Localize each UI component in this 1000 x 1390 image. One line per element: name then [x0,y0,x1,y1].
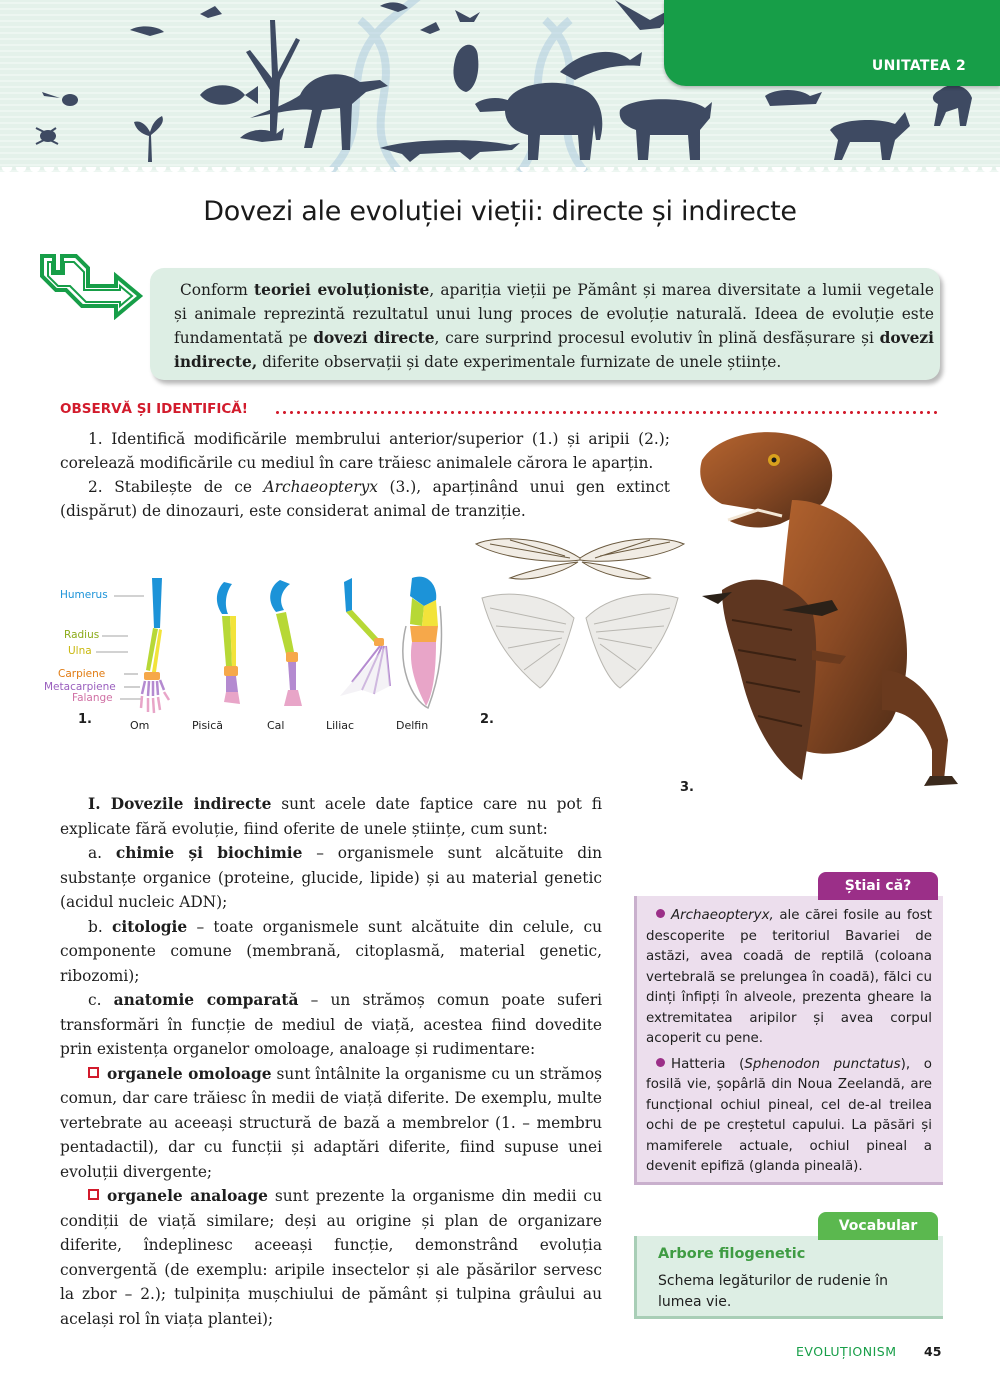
wings-comparison-figure [470,528,690,700]
question-2: 2. Stabilește de ce Archaeopteryx (3.), aparținând unui gen extinct (dispărut) de dinozauri, este considerat animal de tranziție. [60,478,670,520]
figure-3-number: 3. [680,780,694,795]
bullet-icon [656,1058,665,1067]
footer-section-name: EVOLUȚIONISM [796,1344,897,1359]
arrow-icon [36,250,146,324]
item-c: c. anatomie comparată – un strămoș comun poate suferi transformări în funcție de mediul de viață, acestea fiind dovedite prin existența organelor omoloage, analoage și rudimentare: [60,991,603,1058]
animal-label-om: Om [130,719,150,732]
checkbox-bullet-icon [88,1189,99,1200]
figure-2-number: 2. [480,712,494,727]
fact-archaeopteryx: Archaeopteryx, ale cărei fosile au fost descoperite pe teritoriul Bavariei de astăzi, avea coadă de reptilă (coloana vertebrală se prelungea în coadă), fălci cu dinți înfipți în alveole, prezenta gheare la extremitatea aripilor și avea corpul acoperit cu pene. [646,908,932,1046]
label-falange: Falange [72,692,113,704]
dolphin-flipper-bones [403,577,442,708]
animal-label-cal: Cal [267,719,285,732]
figure-1-number: 1. [78,712,92,727]
question-1: 1. Identifică modificările membrului anterior/superior (1.) și aripii (2.); corelează modificările cu mediul în care trăiesc animalele cărora le aparțin. [60,430,670,472]
cat-leg-bones [217,582,240,704]
unit-label: UNITATEA 2 [871,58,966,74]
intro-paragraph: Conform teoriei evoluționiste, apariția vieții pe Pământ și marea diversitate a lumii vegetale și animale reprezintă rezultatul unui lung proces de evoluție naturală. Ideea de evoluție este fundamentată pe dovezi directe, care surprind procesul evolutiv în plină desfășurare și dovezi indirecte, diferite observații și date experimentale furnizate de unele științe. [174,281,935,371]
label-ulna: Ulna [68,645,92,657]
vocabulary-term: Arbore filogenetic [658,1246,806,1262]
homologous-organs: organele omoloage sunt întâlnite la organisme cu un strămoș comun, dar care trăiesc în medii de viață diferite. De exemplu, multe vertebrate au aceeași structură de bază a membrelor (1. – membru pentadactil), dar cu funcții și adaptări diferite, fiind supuse unei evoluții divergente; [60,1064,602,1181]
bullet-icon [656,909,665,918]
dotted-divider [274,411,940,414]
vocabulary-tab: Vocabular [818,1212,938,1240]
animal-label-liliac: Liliac [326,719,355,732]
checkbox-bullet-icon [88,1067,99,1078]
page-title: Dovezi ale evoluției vieții: directe și indirecte [203,196,797,227]
fact-hatteria: Hatteria (Sphenodon punctatus), o fosilă vie, șopârlă din Noua Zeelandă, are funcțional ochiul pineal, cel de-al treilea ochi de pe creștetul capului. La păsări și mamiferele actuale, ochiul pineal a devenit epifiză (glanda pineală). [646,1056,932,1174]
observe-identify-heading: OBSERVĂ ȘI IDENTIFICĂ! [60,401,248,417]
label-humerus: Humerus [60,589,108,601]
animal-label-delfin: Delfin [396,719,429,732]
label-radius: Radius [64,629,100,641]
item-a: a. chimie și biochimie – organismele sunt alcătuite din substanțe organice (proteine, glucide, lipide) și au material genetic (acidul nucleic ADN); [60,844,602,911]
label-carpiene: Carpiene [58,668,106,680]
page-number: 45 [924,1344,942,1359]
main-text [60,792,602,1331]
did-you-know-tab: Știai că? [818,872,938,900]
vocabulary-definition: Schema legăturilor de rudenie în lumea vie. [658,1273,889,1310]
header-scalloped-edge [0,160,1000,174]
horse-leg-bones [270,580,302,706]
item-b: b. citologie – toate organismele sunt alcătuite din celule, cu componente comune (membrană, citoplasmă, material genetic, ribozomi); [60,917,603,985]
indirect-evidence-intro: I. Dovezile indirecte sunt acele date faptice care nu pot fi explicate fără evoluție, fiind oferite de unele științe, cum sunt: [60,795,603,838]
observe-questions [60,427,670,523]
did-you-know-text [646,906,932,1178]
bat-wing-bones [340,578,390,696]
animal-label-pisica: Pisică [192,719,224,732]
human-arm-bones [141,578,169,713]
analogous-organs: organele analoage sunt prezente la organisme din medii cu condiții de viață similare; deși au origine și plan de organizare diferite, îndeplinesc aceeași funcție, demonstrând evoluția convergentă (de exemplu: aripile insectelor și ale păsărilor servesc la zbor – 2.); tulpinița mușchiului de pământ și tulpina grâului au același rol în viața plantei); [60,1187,602,1328]
label-metacarpiene: Metacarpiene [44,681,116,693]
archaeopteryx-illustration [662,420,982,800]
